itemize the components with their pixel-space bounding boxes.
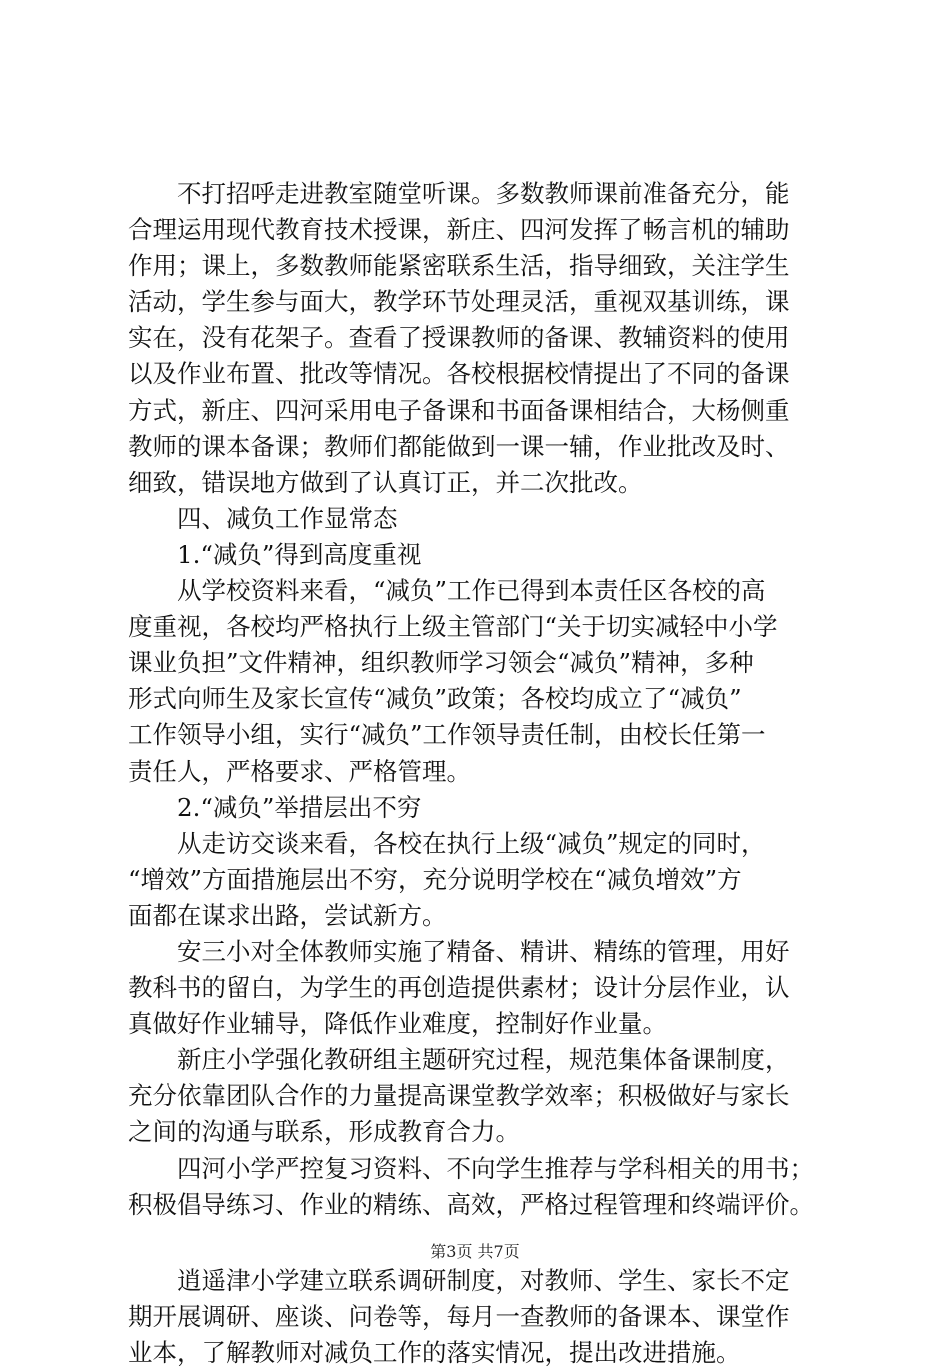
- paragraph-line: 教师的课本备课；教师们都能做到一课一辅，作业批改及时、: [128, 431, 790, 461]
- paragraph-line: 之间的沟通与联系，形成教育合力。: [128, 1117, 520, 1147]
- paragraph-line: “增效”方面措施层出不穷，充分说明学校在“减负增效”方: [128, 864, 742, 894]
- page-number-footer: 第3页 共7页: [430, 1242, 520, 1261]
- paragraph-line: 度重视，各校均严格执行上级主管部门“关于切实减轻中小学: [128, 612, 778, 642]
- paragraph-line: 方式，新庄、四河采用电子备课和书面备课相结合，大杨侧重: [128, 395, 790, 425]
- paragraph-line: 积极倡导练习、作业的精练、高效，严格过程管理和终端评价。: [128, 1189, 814, 1219]
- paragraph-line: 课业负担”文件精神，组织教师学习领会“减负”精神，多种: [128, 648, 754, 678]
- paragraph-line: 不打招呼走进教室随堂听课。多数教师课前准备充分，能: [177, 179, 790, 208]
- paragraph-line: 实在，没有花架子。查看了授课教师的备课、教辅资料的使用: [128, 323, 790, 353]
- paragraph-line: 安三小对全体教师实施了精备、精讲、精练的管理，用好: [177, 936, 790, 966]
- subsection-heading: 1.“减负”得到高度重视: [177, 539, 422, 569]
- paragraph-line: 作用；课上，多数教师能紧密联系生活，指导细致，关注学生: [128, 251, 790, 281]
- paragraph-line: 活动，学生参与面大，教学环节处理灵活，重视双基训练，课: [128, 287, 790, 317]
- paragraph-line: 细致，错误地方做到了认真订正，并二次批改。: [128, 467, 643, 497]
- paragraph-line: 新庄小学强化教研组主题研究过程，规范集体备课制度，: [177, 1045, 790, 1075]
- paragraph-line: 逍遥津小学建立联系调研制度，对教师、学生、家长不定: [177, 1265, 790, 1295]
- section-heading: 四、减负工作显常态: [177, 503, 398, 533]
- paragraph-line: 期开展调研、座谈、问卷等，每月一查教师的备课本、课堂作: [128, 1301, 790, 1331]
- paragraph-line: 责任人，严格要求、严格管理。: [128, 756, 471, 786]
- paragraph-line: 工作领导小组，实行“减负”工作领导责任制，由校长任第一: [128, 720, 766, 750]
- paragraph-line: 面都在谋求出路，尝试新方。: [128, 900, 447, 930]
- paragraph-line: 充分依靠团队合作的力量提高课堂教学效率；积极做好与家长: [128, 1081, 790, 1111]
- paragraph-line: 合理运用现代教育技术授课，新庄、四河发挥了畅言机的辅助: [128, 215, 790, 245]
- paragraph-line: 从走访交谈来看，各校在执行上级“减负”规定的同时，: [177, 828, 766, 858]
- paragraph-line: 业本，了解教师对减负工作的落实情况，提出改进措施。: [128, 1337, 741, 1367]
- subsection-heading: 2.“减负”举措层出不穷: [177, 792, 422, 822]
- paragraph-line: 从学校资料来看，“减负”工作已得到本责任区各校的高: [177, 576, 766, 606]
- paragraph-line: 教科书的留白，为学生的再创造提供素材；设计分层作业，认: [128, 973, 790, 1003]
- paragraph-line: 以及作业布置、批改等情况。各校根据校情提出了不同的备课: [128, 359, 790, 389]
- paragraph-line: 四河小学严控复习资料、不向学生推荐与学科相关的用书；: [177, 1153, 814, 1183]
- paragraph-line: 真做好作业辅导，降低作业难度，控制好作业量。: [128, 1009, 667, 1039]
- document-body: [128, 176, 840, 1371]
- paragraph-line: 形式向师生及家长宣传“减负”政策；各校均成立了“减负”: [128, 684, 742, 714]
